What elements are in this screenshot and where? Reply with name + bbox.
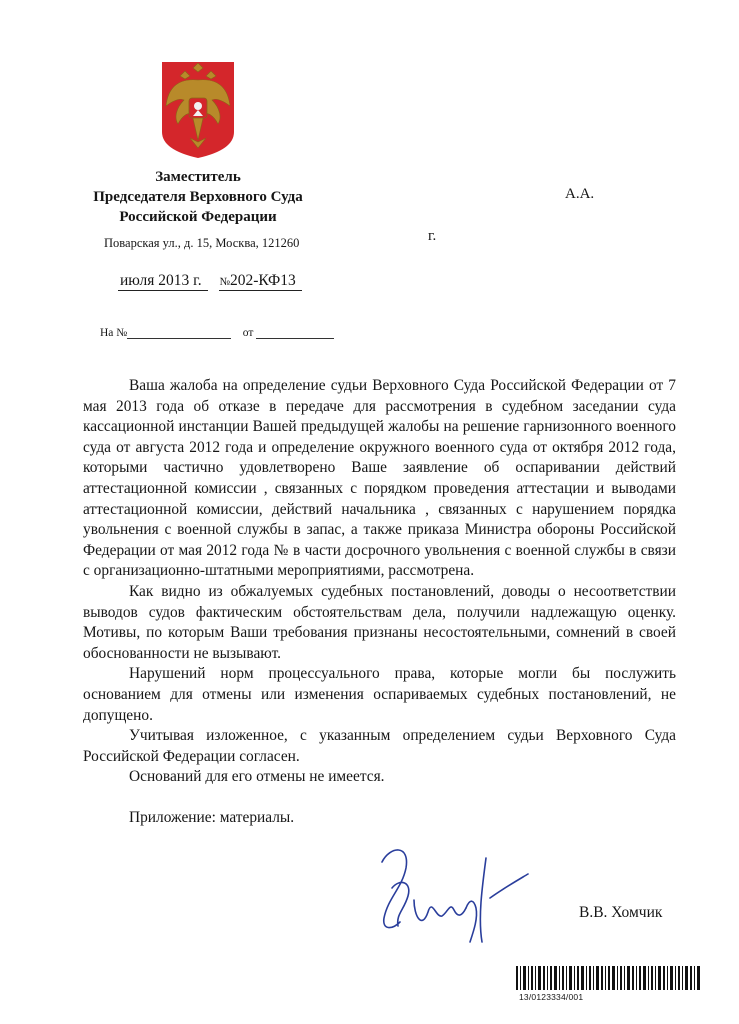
handwritten-signature	[370, 838, 530, 948]
letterhead-line: Председателя Верховного Суда	[93, 189, 303, 205]
body-paragraph: Учитывая изложенное, с указанным определением судьи Верховного Суда Российской Федерации согласен.	[83, 727, 676, 765]
letter-body	[83, 376, 676, 829]
reference-date-blank	[256, 328, 334, 339]
outgoing-number	[219, 272, 301, 291]
letterhead-line: Заместитель	[155, 169, 241, 185]
recipient-city: г.	[428, 228, 437, 244]
barcode	[516, 966, 702, 990]
body-paragraph: Ваша жалоба на определение судьи Верховного Суда Российской Федерации от 7 мая 2013 года об отказе в передаче для рассмотрения в судебном заседании суда кассационной инстанции Вашей предыдущей жалобы на решение гарнизонного военного суда от августа 2012 года и определение окружного военного суда от октября 2012 года, которыми частично удовлетворено Ваше заявление об оспаривании действий аттестационной комиссии , связанных с порядком проведения аттестации и выводами аттестационной комиссии, действий начальника , связанных с нарушением порядка увольнения с военной службы в запас, а также приказа Министра обороны Российской Федерации от мая 2012 года № в части досрочного увольнения с военной службы в связи с организационно-штатными мероприятиями, рассмотрена.	[83, 377, 676, 580]
outgoing-date: июля 2013 г.	[118, 272, 208, 291]
outgoing-number-value: 202-КФ13	[229, 272, 296, 289]
body-paragraph: Оснований для его отмены не имеется.	[129, 768, 385, 786]
attachment-note: Приложение: материалы.	[129, 809, 295, 827]
letterhead-line: Российской Федерации	[119, 209, 277, 225]
coat-of-arms-emblem	[160, 60, 236, 160]
body-paragraph: Как видно из обжалуемых судебных постановлений, доводы о несоответствии выводов судов фактическим обстоятельствам дела, получили надлежащую оценку. Мотивы, по которым Ваши требования признаны несостоятельными, сомнений в своей обоснованности не вызывают.	[83, 582, 676, 662]
outgoing-date-line	[118, 272, 302, 291]
recipient-name: А.А.	[565, 186, 595, 202]
reference-no-blank	[127, 328, 231, 339]
reference-line	[100, 327, 334, 339]
reference-from-label: от	[242, 327, 254, 339]
barcode-number: 13/0123334/001	[519, 992, 584, 1002]
body-paragraph: Нарушений норм процессуального права, которые могли бы послужить основанием для отмены или изменения оспариваемых судебных постановлений, не допущено.	[83, 665, 676, 724]
number-sign: №	[219, 276, 230, 288]
signatory-name: В.В. Хомчик	[579, 904, 663, 921]
reference-no-label: На №	[100, 327, 128, 339]
letterhead-title	[68, 167, 328, 227]
letterhead-address: Поварская ул., д. 15, Москва, 121260	[104, 236, 300, 250]
